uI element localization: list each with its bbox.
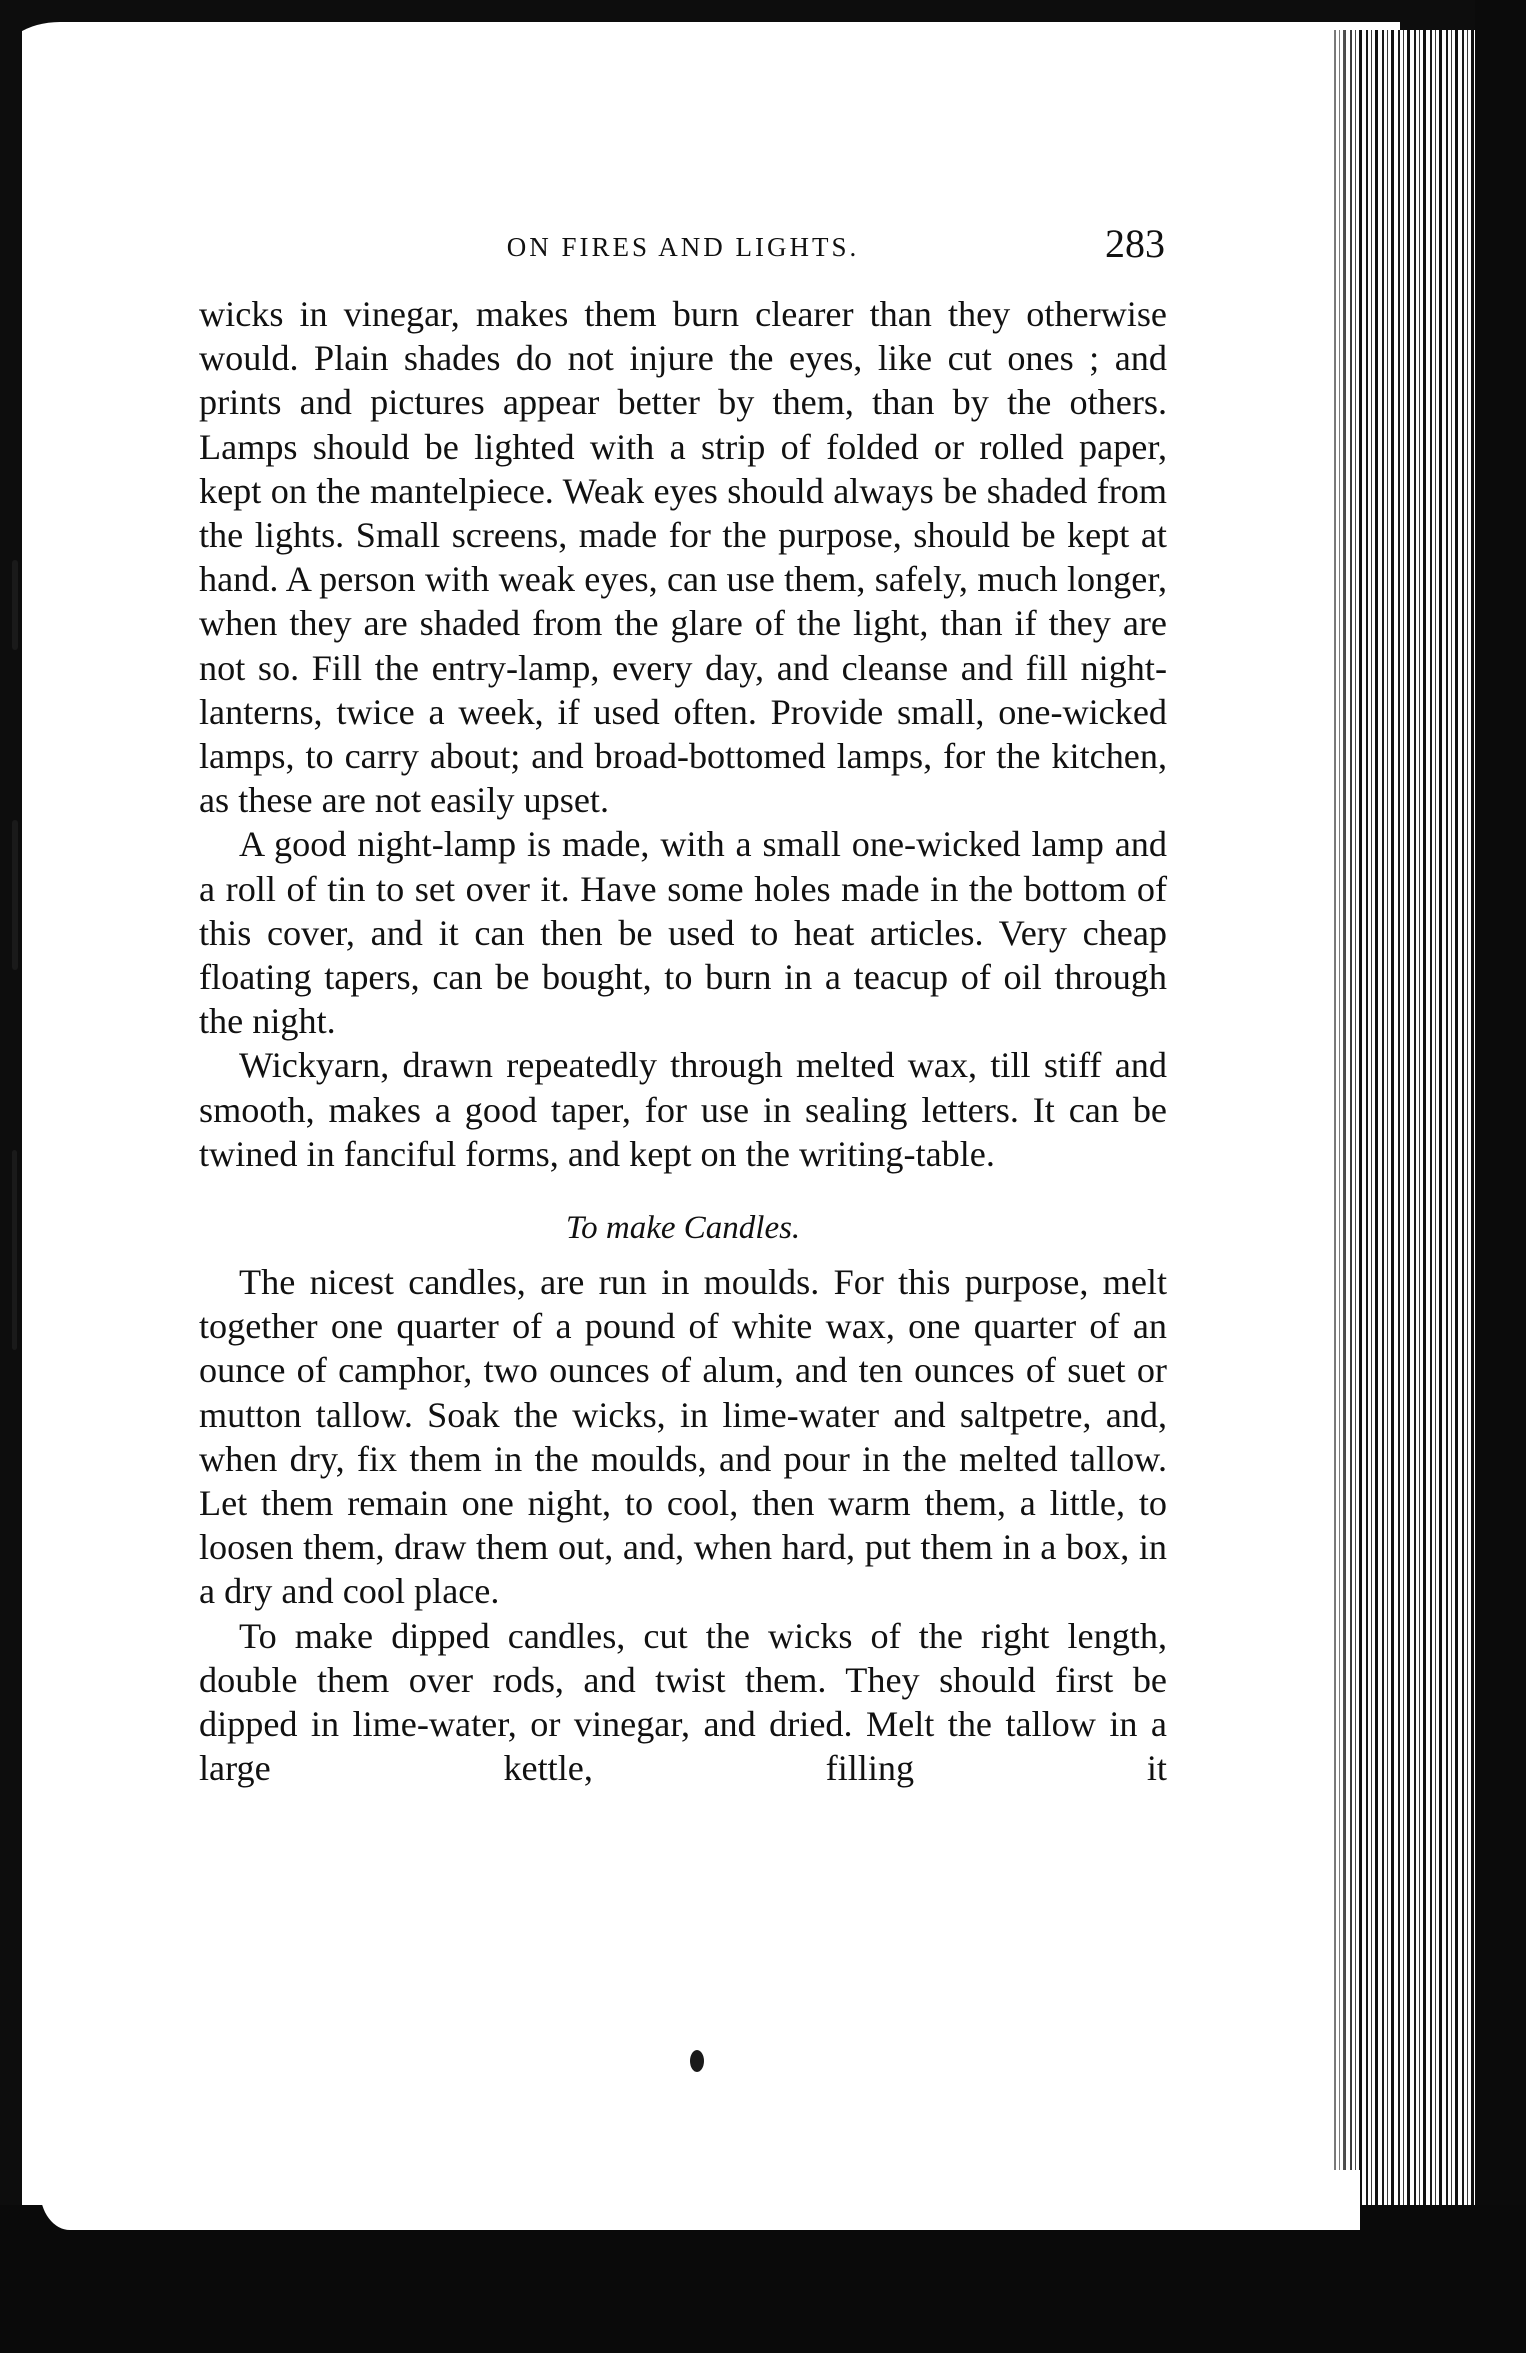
scanner-border-left	[0, 0, 22, 2353]
section-heading: To make Candles.	[565, 1210, 801, 1247]
paragraph: To make dipped candles, cut the wicks of the right length, double them over rods, and twist them. They should first be dipped in lime-water, or vinegar, and dried. Melt the tallow in a large kettle, filling it	[199, 1615, 1167, 1789]
ink-speck	[12, 820, 18, 970]
scanner-border-right	[1475, 0, 1526, 2353]
running-head	[199, 220, 1167, 280]
paragraph: wicks in vinegar, makes them burn clearer than they otherwise would. Plain shades do not injure the eyes, like cut ones ; and prints and pictures appear better by them, than by the others. Lamps should be lighted with a strip of folded or rolled paper, kept on the mantelpiece. Weak eyes should always be shaded from the lights. Small screens, made for the purpose, should be kept at hand. A person with weak eyes, can use them, safely, much longer, when they are shaded from the glare of the light, than if they are not so. Fill the entry-lamp, every day, and cleanse and fill night-lanterns, twice a week, if used often. Provide small, one-wicked lamps, to carry about; and broad-bottomed lamps, for the kitchen, as these are not easily upset.	[199, 294, 1167, 821]
paragraph: The nicest candles, are run in moulds. For this purpose, melt together one quarter of a pound of white wax, one quarter of an ounce of camphor, two ounces of alum, and ten ounces of suet or mutton tallow. Soak the wicks, in lime-water and saltpetre, and, when dry, fix them in the moulds, and pour in the melted tallow. Let them remain one night, to cool, then warm them, a little, to loosen them, draw them out, and, when hard, put them in a box, in a dry and cool place.	[199, 1262, 1167, 1612]
ink-speck	[690, 2050, 704, 2072]
page-corner-bottom	[40, 2170, 1360, 2230]
paragraph: Wickyarn, drawn repeatedly through melted wax, till stiff and smooth, makes a good taper, for use in sealing letters. It can be twined in fanciful forms, and kept on the writing-table.	[199, 1045, 1167, 1174]
ink-speck	[12, 560, 18, 650]
running-head-title: ON FIRES AND LIGHTS.	[506, 232, 860, 262]
fore-edge-fade	[1300, 30, 1360, 2210]
page-text-block	[199, 220, 1167, 1791]
page-number: 283	[1105, 221, 1165, 266]
paragraph: A good night-lamp is made, with a small one-wicked lamp and a roll of tin to set over it. Have some holes made in the bottom of this cover, and it can then be used to heat articles. Very cheap floating tapers, can be bought, to burn in a teacup of oil through the night.	[199, 824, 1167, 1042]
ink-speck	[12, 1150, 17, 1350]
page-corner-top	[0, 22, 1400, 72]
